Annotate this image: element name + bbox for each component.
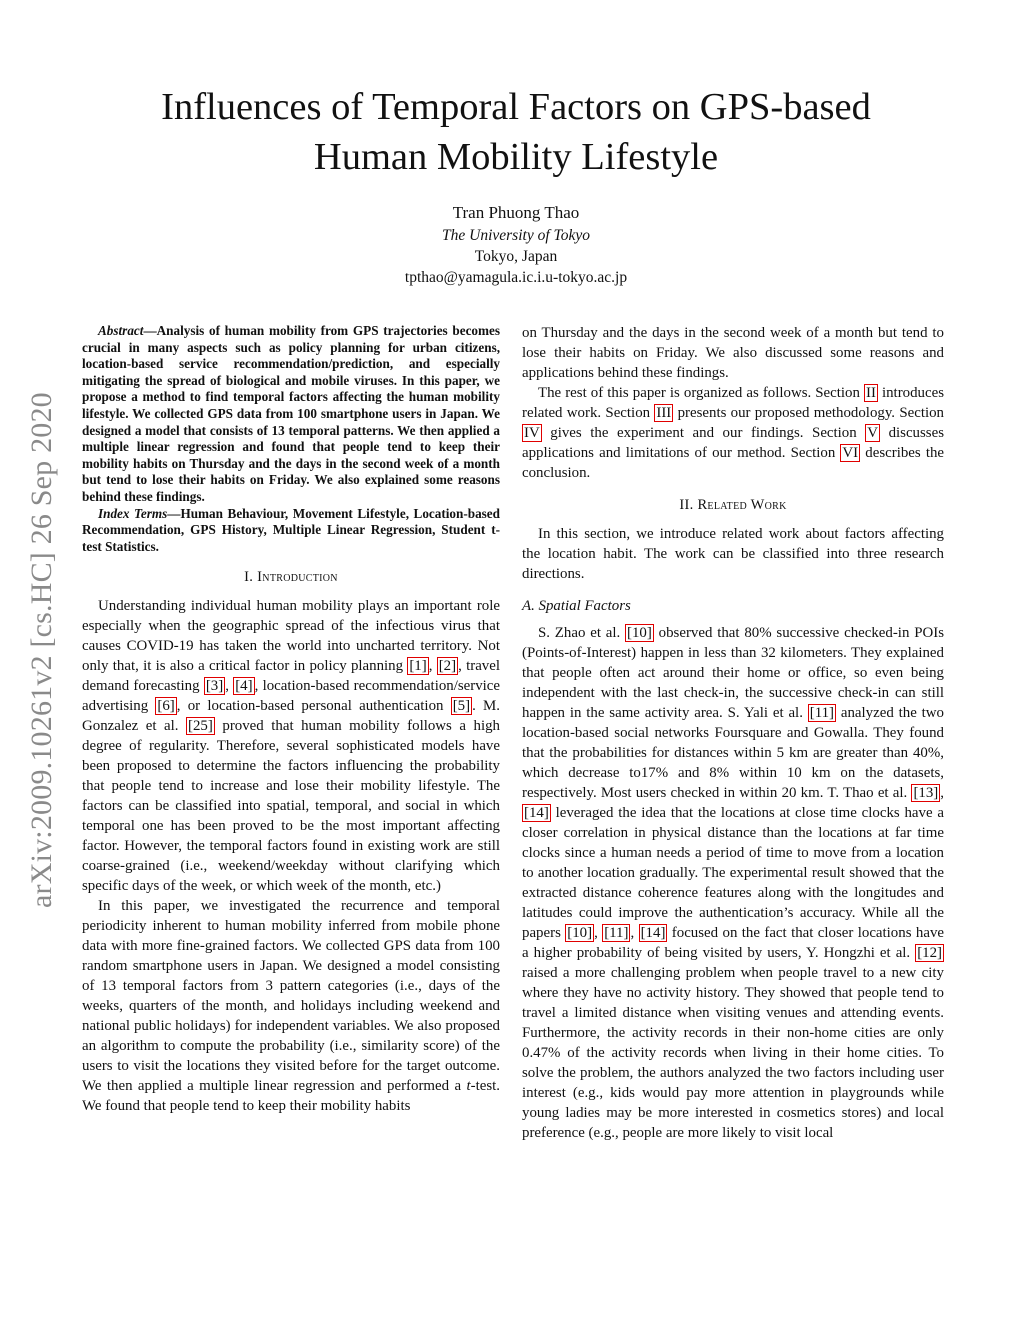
text-run: gives the experiment and our findings. Section [541,425,866,441]
index-terms-label: Index Terms [98,505,168,521]
index-terms-text: —Human Behaviour, Movement Lifestyle, Location-based Recommendation, GPS History, Multiple Linear Regression, Student t-test Statistics. [82,505,500,554]
citation-link[interactable]: [11] [809,705,835,721]
section-link[interactable]: V [867,425,879,441]
citation-link[interactable]: [2] [438,658,457,675]
abstract-text: —Analysis of human mobility from GPS trajectories becomes crucial in many aspects such as policy planning for urban citizens, location-based service recommendation/prediction, and especially mitigating the spread of biological and mobile viruses. In this paper, we propose a method to find temporal factors affecting the human mobility lifestyle. We collected GPS data from 100 smartphone users in Japan. We designed a model that consists of 13 temporal patterns. We then applied a multiple linear regression and found that people tend to keep their mobility habits on Thursday and the days in the second week of a month but tend to lose their habits on Friday. We also explained some reasons behind these findings. [82,323,500,504]
text-run: , [594,925,603,941]
text-run: , [225,678,234,695]
intro-paragraph-organization [522,383,944,483]
citation-link[interactable]: [4] [235,678,253,695]
text-run: raised a more challenging problem when people travel to a new city where they have no activity history. They showed that people tend to travel a limited distance when visiting venues and attending events. Furthermore, the activity records in their non-home cities are only 0.47% of the activity records when living in their home cities. To solve the problem, the authors analyzed the two factors including user interest (e.g., kids would pay more attention in playgrounds while young ladies may be more interested in cosmetics stores) and local preference (e.g., people are more likely to visit local [522,965,944,1141]
section-link[interactable]: IV [524,425,540,441]
text-run: , [940,785,944,801]
citation-link[interactable]: [10] [627,625,652,641]
abstract-label: Abstract [98,323,144,338]
author-name: Tran Phuong Thao [452,203,580,222]
text-run: , location-based recommendation/service advertising [82,678,501,715]
text-run: , [428,658,437,675]
citation-link[interactable]: [12] [917,945,942,961]
title-line-1: Influences of Temporal Factors on GPS-based [161,86,871,128]
section-heading-introduction [82,567,500,587]
text-run: presents our proposed methodology. Section [673,405,944,421]
citation-link[interactable]: [13] [913,785,939,801]
text-run: , travel demand forecasting [82,658,500,695]
spatial-factors-paragraph [522,623,944,1143]
citation-link[interactable]: [25] [188,718,213,735]
section-link[interactable]: VI [842,445,859,461]
arxiv-identifier: arXiv:2009.10261v2 [cs.HC] 26 Sep 2020 [25,392,58,908]
text-run: S. Zhao et al. [538,625,626,641]
citation-link[interactable]: [5] [452,698,471,715]
text-run: focused on the fact that closer locations have a higher probability of being visited by users, Y. Hongzhi et al. [522,925,944,961]
right-column [522,323,944,1143]
text-run: analyzed the two location-based social networks Foursquare and Gowalla. They found that the probabilities for distances within 5 km are greater than 40%, which decrease to17% and 8% within 10 km on the datasets, respectively. Most users checked in within 20 km. T. Thao et al. [522,705,944,801]
text-run: proved that human mobility follows a high degree of regularity. Therefore, several sophisticated models have been proposed to determine the factors influencing the probability that people tend to increase and lose their mobility lifestyle. The factors can be classified into spatial, temporal, and social in which temporal one has been proved to be the most important affecting factor. However, the temporal factors found in existing work are still coarse-grained (i.e., weekend/weekday without clarifying which specific days of the week, or which week of the month, etc.) [82,718,500,895]
section-number: II. [679,497,694,513]
section-heading-related-work [522,495,944,515]
intro-paragraph-1 [82,596,500,896]
citation-link[interactable]: [14] [640,925,666,941]
text-run: Understanding individual human mobility plays an important role especially when the geographic spread of the infectious virus that causes COVID-19 has taken the world into uncharted territory. Not only that, it is also a critical factor in policy planning [82,598,500,675]
subsection-heading-spatial-factors: A. Spatial Factors [522,598,631,614]
citation-link[interactable]: [1] [409,658,427,675]
citation-link[interactable]: [11] [604,925,629,941]
left-column [82,323,500,1116]
text-run: The rest of this paper is organized as follows. Section [538,385,864,401]
author-location: Tokyo, Japan [474,248,558,265]
citation-link[interactable]: [3] [205,678,224,695]
citation-link[interactable]: [10] [567,925,593,941]
text-run: discusses applications and limitations of our method. Section [522,425,944,461]
abstract [82,323,500,506]
intro-paragraph-2-continued: on Thursday and the days in the second week of a month but tend to lose their habits on Friday. We also discussed some reasons and applications behind these findings. [522,325,944,381]
section-link[interactable]: II [866,385,876,401]
index-terms [82,506,500,556]
section-number: I. [244,569,254,586]
text-run: In this paper, we investigated the recurrence and temporal periodicity inherent to human mobility inferred from mobile phone data with more fine-grained factors. We collected GPS data from 100 random smartphone users in Japan. We designed a model consisting of 13 temporal factors from 3 pattern categories (i.e., days of the weeks, quarters of the month, and holidays including weekend and national public holidays) for independent variables. We also proposed an algorithm to compute the probability (i.e., similarity score) of the users to visit the locations they visited before for the target outcome. We then applied a multiple linear regression and performed a [82,898,500,1095]
text-run: describes the conclusion. [522,445,945,481]
text-run: introduces related work. Section [522,385,945,421]
title-line-2: Human Mobility Lifestyle [313,136,719,178]
paper-title [90,82,942,182]
citation-link[interactable]: [14] [524,805,549,821]
section-title: Introduction [257,569,338,586]
text-run: -test. We found that people tend to keep their mobility habits [82,1078,500,1115]
citation-link[interactable]: [6] [157,698,175,715]
text-run: , [630,925,639,941]
text-run: , or location-based personal authentication [176,698,451,715]
text-run: t [466,1078,471,1095]
text-run: observed that 80% successive checked-in POIs (Points-of-Interest) happen in less than 32 kilometers. They explained that people often act around their home or office, so even being independent with the last check-in, the successive check-in can still happen in the same activity area. S. Yali et al. [522,625,944,721]
author-email[interactable]: tpthao@yamagula.ic.i.u-tokyo.ac.jp [404,269,628,286]
section-link[interactable]: III [656,405,672,421]
author-block [90,201,942,288]
text-run: leveraged the idea that the locations at close time clocks have a closer correlation in physical distance than the locations at far time clocks since a human needs a period of time to move from a location to another location gradually. The experimental result showed that the extracted distance coherence features along with the longitudes and latitudes could improve the authentication’s accuracy. While all the papers [522,805,944,941]
text-run: . M. Gonzalez et al. [82,698,500,735]
related-work-intro: In this section, we introduce related work about factors affecting the location habit. The work can be classified into three research directions. [522,526,944,582]
intro-paragraph-2 [82,896,500,1116]
section-title: Related Work [697,497,787,513]
author-affiliation: The University of Tokyo [442,227,590,244]
